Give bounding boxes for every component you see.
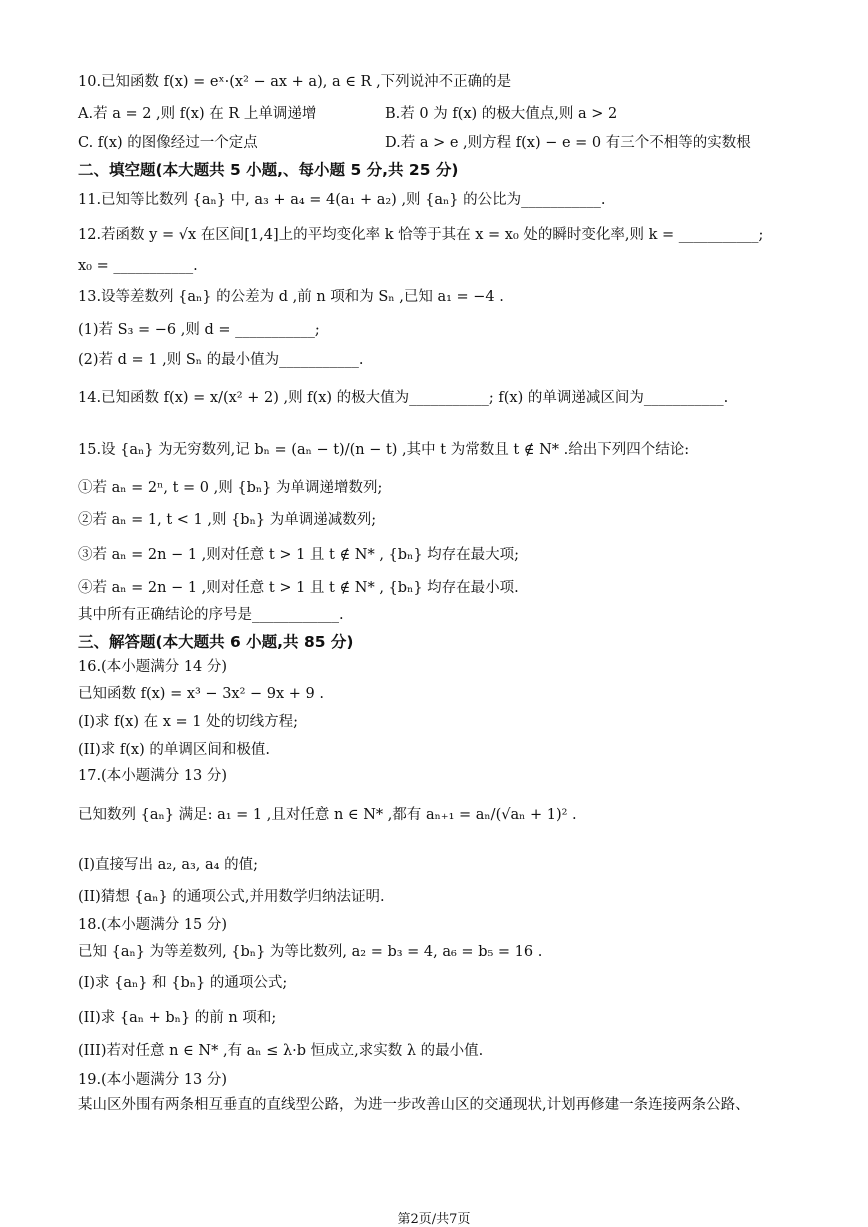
text-line: 某山区外围有两条相互垂直的直线型公路，为进一步改善山区的交通现状,计划再修建一条连接两条公路、 [78, 1097, 750, 1113]
text-line: 16.(本小题满分 14 分) [78, 659, 228, 675]
text-line: ③若 aₙ = 2n − 1 ,则对任意 t > 1 且 t ∉ N* , {bₙ} 均存在最大项; [78, 547, 520, 563]
text-line: (I)求 {aₙ} 和 {bₙ} 的通项公式; [78, 975, 288, 991]
text-line: 其中所有正确结论的序号是____________. [78, 607, 344, 623]
text-line: 已知函数 f(x) = x³ − 3x² − 9x + 9 . [78, 686, 324, 702]
text-line: x₀ = ___________. [78, 258, 198, 274]
text-line: 10.已知函数 f(x) = eˣ·(x² − ax + a), a ∈ R ,下列说沖不正确的是 [78, 74, 512, 90]
text-line: (II)猜想 {aₙ} 的通项公式,并用数学归纳法证明. [78, 889, 385, 905]
text-line: 15.设 {aₙ} 为无穷数列,记 bₙ = (aₙ − t)/(n − t) ,其中 t 为常数且 t ∉ N* .给出下列四个结论: [78, 442, 690, 458]
text-line: (1)若 S₃ = −6 ,则 d = ___________; [78, 322, 320, 338]
text-line: D.若 a > e ,则方程 f(x) − e = 0 有三个不相等的实数根 [385, 135, 751, 151]
text-line: A.若 a = 2 ,则 f(x) 在 R 上单调递增 [78, 106, 317, 122]
text-line: (III)若对任意 n ∈ N* ,有 aₙ ≤ λ·b 恒成立,求实数 λ 的最小值. [78, 1043, 484, 1059]
section-heading: 二、填空题(本大题共 5 小题,、每小题 5 分,共 25 分) [78, 161, 459, 179]
text-line: (2)若 d = 1 ,则 Sₙ 的最小值为___________. [78, 352, 364, 368]
text-line: (II)求 f(x) 的单调区间和极值. [78, 742, 270, 758]
text-line: (II)求 {aₙ + bₙ} 的前 n 项和; [78, 1010, 277, 1026]
text-line: 11.已知等比数列 {aₙ} 中, a₃ + a₄ = 4(a₁ + a₂) ,则 {aₙ} 的公比为___________. [78, 192, 606, 208]
text-line: 19.(本小题满分 13 分) [78, 1072, 228, 1088]
text-line: 已知数列 {aₙ} 满足: a₁ = 1 ,且对任意 n ∈ N* ,都有 aₙ₊₁ = aₙ/(√aₙ + 1)² . [78, 807, 577, 823]
section-heading: 三、解答题(本大题共 6 小题,共 85 分) [78, 633, 354, 651]
text-line: ④若 aₙ = 2n − 1 ,则对任意 t > 1 且 t ∉ N* , {bₙ} 均存在最小项. [78, 580, 519, 596]
text-line: 13.设等差数列 {aₙ} 的公差为 d ,前 n 项和为 Sₙ ,已知 a₁ = −4 . [78, 289, 504, 305]
text-line: 17.(本小题满分 13 分) [78, 768, 228, 784]
page-footer: 第2页/共7页 [397, 1212, 471, 1227]
text-line: B.若 0 为 f(x) 的极大值点,则 a > 2 [385, 106, 618, 122]
text-line: ②若 aₙ = 1, t < 1 ,则 {bₙ} 为单调递减数列; [78, 512, 377, 528]
text-line: 18.(本小题满分 15 分) [78, 917, 228, 933]
text-line: 已知 {aₙ} 为等差数列, {bₙ} 为等比数列, a₂ = b₃ = 4, a₆ = b₅ = 16 . [78, 944, 543, 960]
text-line: (I)直接写出 a₂, a₃, a₄ 的值; [78, 857, 258, 873]
text-line: 12.若函数 y = √x 在区间[1,4]上的平均变化率 k 恰等于其在 x = x₀ 处的瞬时变化率,则 k = ___________; [78, 227, 764, 243]
text-line: (I)求 f(x) 在 x = 1 处的切线方程; [78, 714, 298, 730]
text-line: C. f(x) 的图像经过一个定点 [78, 135, 258, 151]
text-line: ①若 aₙ = 2ⁿ, t = 0 ,则 {bₙ} 为单调递增数列; [78, 480, 383, 496]
text-line: 14.已知函数 f(x) = x/(x² + 2) ,则 f(x) 的极大值为___________; f(x) 的单调递减区间为___________. [78, 390, 729, 406]
